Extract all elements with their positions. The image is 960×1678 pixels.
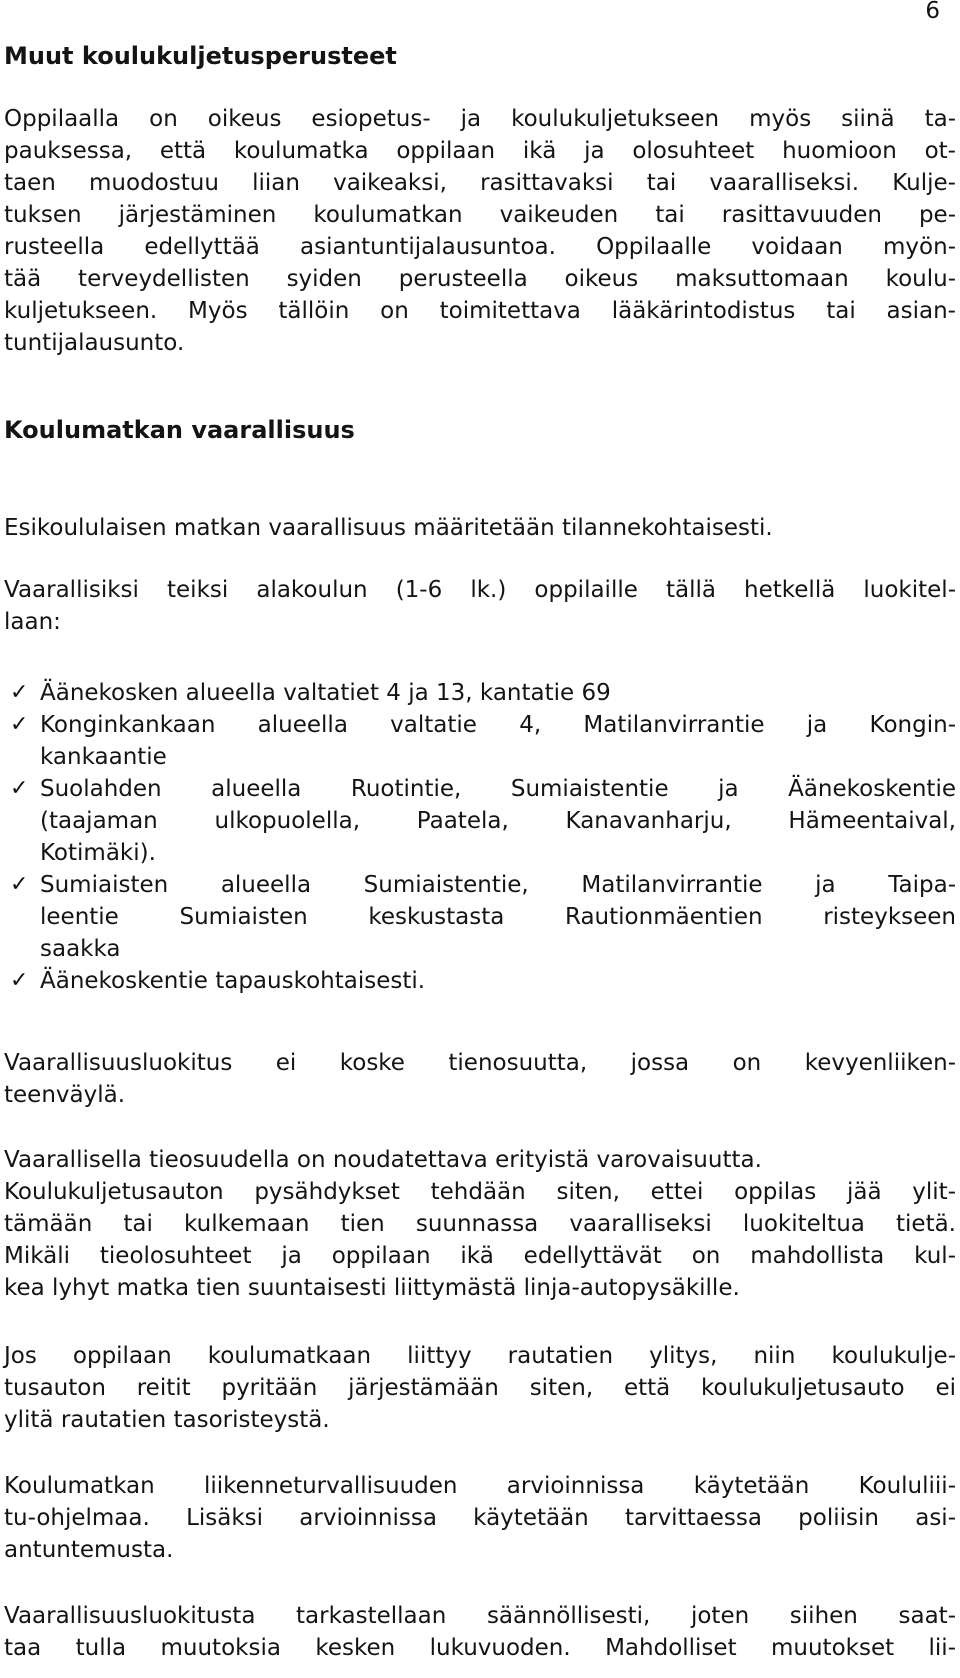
text-line: leentie Sumiaisten keskustasta Rautionmäentien risteykseen (40, 904, 956, 930)
text-line: Suolahden alueella Ruotintie, Sumiaistentie ja Äänekoskentie (40, 776, 956, 802)
text-line: Kotimäki). (40, 840, 156, 866)
list-item (10, 709, 956, 773)
text-line: tuntijalausunto. (4, 330, 185, 356)
text-line: Koulukuljetusauton pysähdykset tehdään siten, ettei oppilas jää ylit- (4, 1179, 956, 1205)
text-line: tusauton reitit pyritään järjestämään siten, että koulukuljetusauto ei (4, 1375, 956, 1401)
text-line: Jos oppilaan koulumatkaan liittyy rautatien ylitys, niin koulukulje- (4, 1343, 956, 1369)
section-heading: Muut koulukuljetusperusteet (4, 42, 397, 70)
text-line: tää terveydellisten syiden perusteella oikeus maksuttomaan koulu- (4, 266, 956, 292)
text-line: taa tulla muutoksia kesken lukuvuoden. Mahdolliset muutokset lii- (4, 1635, 956, 1661)
text-line: Oppilaalla on oikeus esiopetus- ja koulukuljetukseen myös siinä ta- (4, 106, 956, 132)
text-line: (taajaman ulkopuolella, Paatela, Kanavanharju, Hämeentaival, (40, 808, 956, 834)
text-line: tu-ohjelmaa. Lisäksi arvioinnissa käytetään tarvittaessa poliisin asi- (4, 1505, 956, 1531)
text-line: Koulumatkan liikenneturvallisuuden arvioinnissa käytetään Koululiii- (4, 1473, 956, 1499)
text-line: tämään tai kulkemaan tien suunnassa vaaralliseksi luokiteltua tietä. (4, 1211, 956, 1237)
text-line: taen muodostuu liian vaikeaksi, rasittavaksi tai vaaralliseksi. Kulje- (4, 170, 956, 196)
list-item (10, 677, 956, 709)
text-line: Esikoululaisen matkan vaarallisuus määritetään tilannekohtaisesti. (4, 515, 773, 541)
text-line: antuntemusta. (4, 1537, 174, 1563)
text-line: Äänekoskentie tapauskohtaisesti. (40, 968, 426, 994)
page-number: 6 (925, 0, 940, 24)
text-line: Mikäli tieolosuhteet ja oppilaan ikä edellyttävät on mahdollista kul- (4, 1243, 956, 1269)
heading-koulumatkan-vaarallisuus (4, 414, 956, 446)
text-line: kuljetukseen. Myös tällöin on toimitettava lääkärintodistus tai asian- (4, 298, 956, 324)
text-line: Vaarallisella tieosuudella on noudatettava erityistä varovaisuutta. (4, 1147, 762, 1173)
paragraph-5 (4, 1144, 956, 1304)
list-item (10, 869, 956, 965)
text-line: Vaarallisuusluokitusta tarkastellaan säännöllisesti, joten siihen saat- (4, 1603, 956, 1629)
text-line: rusteella edellyttää asiantuntijalausuntoa. Oppilaalle voidaan myön- (4, 234, 956, 260)
text-line: kea lyhyt matka tien suuntaisesti liittymästä linja-autopysäkille. (4, 1275, 740, 1301)
text-line: ylitä rautatien tasoristeystä. (4, 1407, 330, 1433)
paragraph-7 (4, 1470, 956, 1566)
checkmark-icon: ✓ (10, 968, 29, 993)
text-line: Konginkankaan alueella valtatie 4, Matilanvirrantie ja Kongin- (40, 712, 956, 738)
list-item (10, 773, 956, 869)
paragraph-6 (4, 1340, 956, 1436)
text-line: Sumiaisten alueella Sumiaistentie, Matilanvirrantie ja Taipa- (40, 872, 956, 898)
text-line: teenväylä. (4, 1082, 126, 1108)
checkmark-icon: ✓ (10, 872, 29, 897)
text-line: kankaantie (40, 744, 167, 770)
paragraph-2 (4, 512, 956, 544)
text-line: Äänekosken alueella valtatiet 4 ja 13, kantatie 69 (40, 680, 611, 706)
heading-muut-perusteet (4, 40, 956, 72)
checkmark-icon: ✓ (10, 712, 29, 737)
paragraph-3 (4, 574, 956, 638)
dangerous-roads-list (10, 677, 956, 997)
list-item (10, 965, 956, 997)
paragraph-1 (4, 103, 956, 359)
checkmark-icon: ✓ (10, 680, 29, 705)
text-line: laan: (4, 609, 61, 635)
section-heading: Koulumatkan vaarallisuus (4, 416, 355, 444)
text-line: Vaarallisuusluokitus ei koske tienosuutta, jossa on kevyenliiken- (4, 1050, 956, 1076)
checkmark-icon: ✓ (10, 776, 29, 801)
paragraph-8 (4, 1600, 956, 1664)
text-line: pauksessa, että koulumatka oppilaan ikä ja olosuhteet huomioon ot- (4, 138, 956, 164)
text-line: tuksen järjestäminen koulumatkan vaikeuden tai rasittavuuden pe- (4, 202, 956, 228)
text-line: saakka (40, 936, 121, 962)
paragraph-4 (4, 1047, 956, 1111)
text-line: Vaarallisiksi teiksi alakoulun (1-6 lk.) oppilaille tällä hetkellä luokitel- (4, 577, 956, 603)
